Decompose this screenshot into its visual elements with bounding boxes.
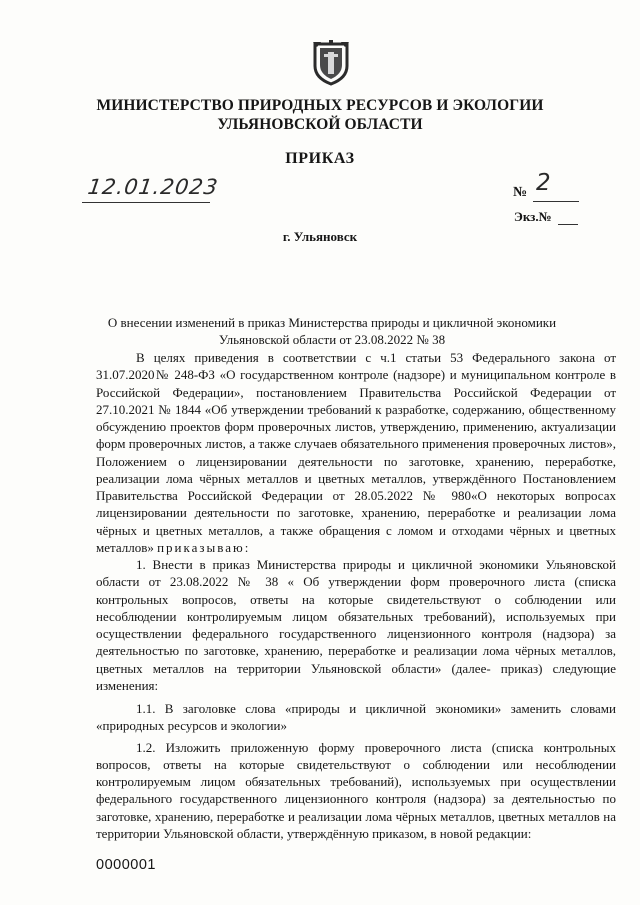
subject-line1: О внесении изменений в приказ Министерства природы и цикличной экономики xyxy=(107,315,557,330)
copy-number-underline xyxy=(558,224,578,225)
preamble-text: В целях приведения в соответствии с ч.1 статьи 53 Федерального закона от 31.07.2020№ 248-ФЗ «О государственном контроле (надзоре) и муниципальном контроле в Российской Федерации», постановлением Правительства Российской Федерации от 27.10.2021 № 1844 «Об утверждении требований к разработке, содержанию, общественному обсуждению проектов форм проверочных листов, утверждению, применению, актуализации форм проверочных листов, а также случаев обязательного применения проверочных листов», Положением о лицензировании деятельности по заготовке, хранению, переработке, реализации лома чёрных металлов и цветных металлов, утверждённого Постановлением Правительства Российской Федерации от 28.05.2022 № 980«О некоторых вопросах лицензировании деятельности по заготовке, хранению, переработке и реализации лома чёрных и цветных металлов, а также обращения с ломом и отходами чёрных и цветных металлов» xyxy=(96,350,616,555)
item-1-1-paragraph: 1.1. В заголовке слова «природы и цикличной экономики» заменить словами «природных ресурсов и экологии» xyxy=(96,701,616,734)
order-title: ПРИКАЗ xyxy=(285,150,355,167)
serial-number: 0000001 xyxy=(96,857,156,873)
order-number-label: № xyxy=(513,185,528,200)
number-underline xyxy=(533,201,579,202)
order-word: приказываю: xyxy=(157,539,251,555)
item-1-paragraph: 1. Внести в приказ Министерства природы и цикличной экономики Ульяновской области от 23.08.2022 № 38 « Об утверждении форм проверочного листа (списка контрольных вопросов, ответы на которые свидетельствуют о соблюдении или несоблюдении контролируемым лицом обязательных требований), используемых при осуществлении федерального государственного лицензионного контроля (надзора) за деятельностью по заготовке, хранению, переработке и реализации лома чёрных металлов, цветных металлов на территории Ульяновской области» (далее- приказ) следующие изменения: xyxy=(96,557,616,693)
order-body xyxy=(96,349,616,842)
ministry-name-line1: МИНИСТЕРСТВО ПРИРОДНЫХ РЕСУРСОВ И ЭКОЛОГИИ xyxy=(96,97,544,114)
order-date: 12.01.2023 xyxy=(86,175,220,199)
preamble-paragraph xyxy=(96,349,616,556)
order-number: 2 xyxy=(536,170,551,196)
ministry-name-line2: УЛЬЯНОВСКОЙ ОБЛАСТИ xyxy=(217,116,423,133)
item-1-2-paragraph: 1.2. Изложить приложенную форму проверочного листа (списка контрольных вопросов, ответы на которые свидетельствуют о соблюдении или несоблюдении контролируемым лицом обязательных требований), используемых при осуществлении федерального государственного лицензионного контроля (надзора) за деятельностью по заготовке, хранению, переработке и реализации лома чёрных металлов, цветных металлов на территории Ульяновской области, утверждённую приказом, в новой редакции: xyxy=(96,739,616,841)
subject-line2: Ульяновской области от 23.08.2022 № 38 xyxy=(218,332,446,347)
date-underline xyxy=(82,202,210,203)
city: г. Ульяновск xyxy=(282,229,358,244)
coat-of-arms-icon xyxy=(311,40,351,86)
copy-number-label: Экз.№ xyxy=(514,209,552,224)
